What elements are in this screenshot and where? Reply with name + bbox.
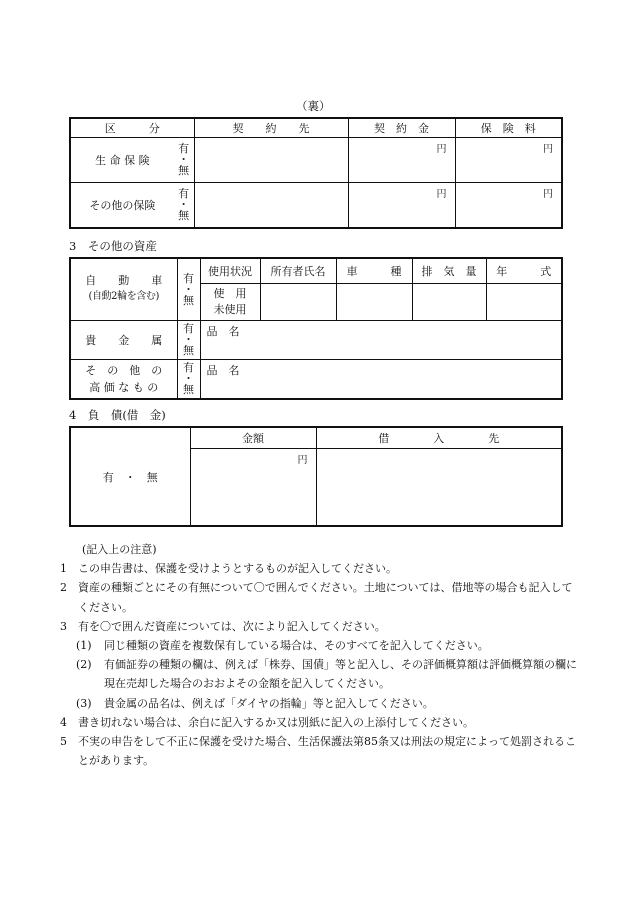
valuables-label	[70, 359, 177, 399]
other-assets-title: 3 その他の資産	[69, 239, 157, 253]
umu-no[interactable]: 無	[183, 383, 194, 397]
umu-no[interactable]: 無	[183, 293, 194, 307]
umu-yes[interactable]: 有	[183, 271, 194, 285]
note-subitem	[60, 655, 580, 693]
notes-title: (記入上の注意)	[82, 543, 157, 556]
umu-dot: ・	[178, 153, 190, 166]
insurance-life-cell	[70, 137, 194, 182]
umu-no[interactable]: 無	[178, 209, 190, 222]
note-item	[60, 578, 580, 616]
insurance-header-contractor: 契 約 先	[194, 118, 348, 137]
insurance-table	[69, 117, 563, 229]
insurance-other-umu[interactable]	[174, 183, 194, 227]
note-text: 資産の種類ごとにその有無について〇で囲んでください。土地については、借地等の場合も記入してください。	[78, 581, 573, 614]
umu-dot: ・	[183, 282, 194, 296]
note-number: 5	[60, 735, 67, 749]
valuables-label-line1: そ の 他 の	[85, 363, 163, 377]
insurance-other-contractor-field[interactable]	[194, 182, 348, 228]
note-number: 4	[60, 715, 67, 729]
precious-metal-row	[70, 320, 562, 359]
car-displacement-field[interactable]	[412, 283, 486, 320]
note-number: (2)	[76, 658, 92, 672]
car-label-main: 自 動 車	[85, 274, 163, 288]
insurance-life-contractor-field[interactable]	[194, 137, 348, 182]
notes-section	[60, 540, 586, 770]
car-header-displacement: 排 気 量	[412, 258, 486, 283]
car-owner-field[interactable]	[260, 283, 336, 320]
umu-dot: ・	[183, 372, 194, 386]
car-year-field[interactable]	[486, 283, 562, 320]
insurance-life-amount-field[interactable]: 円	[348, 137, 455, 182]
note-text: 有価証券の種類の欄は、例えば「株券、国債」等と記入し、その評価概算額は評価概算額の欄に現在売却した場合のおおよその金額を記入してください。	[104, 658, 577, 691]
valuables-row	[70, 359, 562, 399]
car-header-year: 年 式	[486, 258, 562, 283]
umu-yes[interactable]: 有	[183, 322, 194, 335]
note-number: (1)	[76, 639, 92, 653]
debt-lender-field[interactable]	[316, 448, 562, 526]
car-header-owner: 所有者氏名	[260, 258, 336, 283]
note-subitem	[60, 636, 580, 655]
debt-umu-cell[interactable]: 有 ・ 無	[70, 427, 190, 526]
insurance-other-amount-field[interactable]: 円	[348, 182, 455, 228]
note-number: (3)	[76, 696, 92, 710]
valuables-label-line2: 高 価 な も の	[89, 380, 159, 394]
car-usage-cell[interactable]	[200, 283, 260, 320]
umu-dot: ・	[183, 333, 194, 346]
umu-yes[interactable]: 有	[178, 142, 190, 155]
note-text: この申告書は、保護を受けようとするものが記入してください。	[78, 562, 397, 576]
note-number: 3	[60, 619, 67, 633]
insurance-life-umu[interactable]	[174, 138, 194, 182]
insurance-header-row	[70, 118, 562, 137]
umu-yes[interactable]: 有	[178, 187, 190, 200]
car-usage-used[interactable]: 使 用	[213, 286, 247, 300]
precious-metal-label: 貴 金 属	[70, 320, 177, 359]
insurance-row-other	[70, 182, 562, 228]
other-assets-table	[69, 257, 563, 400]
note-item	[60, 713, 580, 732]
debt-header-amount: 金額	[190, 427, 316, 448]
note-text: 有を〇で囲んだ資産については、次により記入してください。	[78, 619, 386, 633]
umu-yes[interactable]: 有	[183, 361, 194, 375]
insurance-life-premium-field[interactable]: 円	[455, 137, 562, 182]
insurance-other-cell	[70, 182, 194, 228]
note-item	[60, 617, 580, 636]
umu-dot: ・	[178, 198, 190, 211]
page-side-label: （裏）	[296, 99, 331, 113]
note-text: 不実の申告をして不正に保護を受けた場合、生活保護法第85条又は刑法の規定によって処罰されることがあります。	[78, 735, 576, 768]
car-label-cell	[70, 258, 177, 320]
umu-no[interactable]: 無	[178, 164, 190, 177]
umu-no[interactable]: 無	[183, 344, 194, 357]
debt-table	[69, 426, 563, 527]
note-item	[60, 559, 580, 578]
insurance-life-label: 生 命 保 険	[95, 153, 150, 167]
insurance-header-premium: 保 険 料	[455, 118, 562, 137]
car-umu-cell[interactable]	[177, 258, 200, 320]
note-text: 同じ種類の資産を複数保有している場合は、そのすべてを記入してください。	[104, 639, 489, 653]
note-text: 書き切れない場合は、余白に記入するか又は別紙に記入の上添付してください。	[78, 715, 474, 729]
insurance-header-category: 区 分	[70, 118, 194, 137]
valuables-umu-cell[interactable]	[177, 359, 200, 399]
insurance-other-premium-field[interactable]: 円	[455, 182, 562, 228]
debt-header-lender: 借 入 先	[316, 427, 562, 448]
note-text: 貴金属の品名は、例えば「ダイヤの指輪」等と記入してください。	[104, 696, 434, 710]
precious-metal-item-field[interactable]	[200, 320, 562, 359]
debt-header-row	[70, 427, 562, 448]
car-usage-unused[interactable]: 未使用	[213, 302, 247, 316]
note-number: 2	[60, 581, 67, 595]
note-item	[60, 732, 580, 770]
car-header-model: 車 種	[336, 258, 412, 283]
debt-title: 4 負 債(借 金)	[69, 408, 166, 422]
insurance-row-life	[70, 137, 562, 182]
car-model-field[interactable]	[336, 283, 412, 320]
insurance-header-amount: 契 約 金	[348, 118, 455, 137]
car-header-usage: 使用状況	[200, 258, 260, 283]
car-header-row	[70, 258, 562, 283]
precious-metal-umu-cell[interactable]	[177, 320, 200, 359]
insurance-other-label: その他の保険	[89, 198, 156, 212]
precious-metal-item-label: 品 名	[206, 324, 240, 338]
valuables-item-label: 品 名	[206, 363, 240, 377]
car-label-sub: (自動2輪を含む)	[88, 291, 160, 303]
note-number: 1	[60, 562, 67, 576]
note-subitem	[60, 694, 580, 713]
debt-amount-field[interactable]: 円	[190, 448, 316, 526]
valuables-item-field[interactable]	[200, 359, 562, 399]
